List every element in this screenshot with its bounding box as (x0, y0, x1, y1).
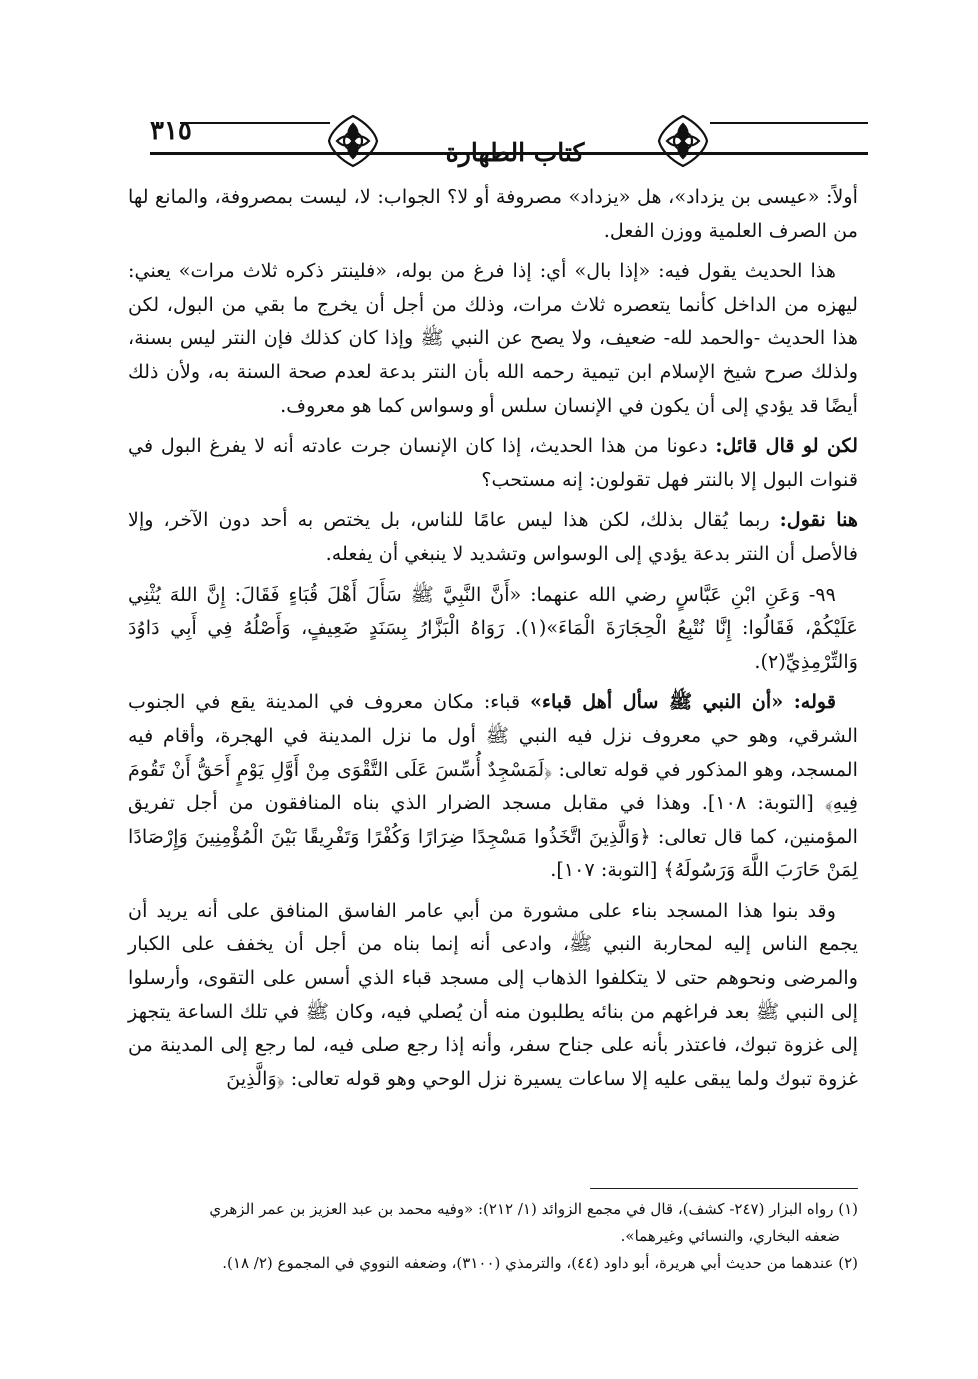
header-rule-top-right (710, 122, 868, 124)
paragraph-lead: هنا نقول: (779, 508, 858, 532)
paragraph: وقد بنوا هذا المسجد بناء على مشورة من أبي عامر الفاسق المنافق على أنه يريد أن يجمع الناس إليه لمحاربة النبي ﷺ، وادعى أنه إنما بناه من أجل أن يخفف على الكبار والمرضى ونحوهم حتى لا يتكلفوا الذهاب إلى مسجد قباء الذي أسس على التقوى، وأرسلوا إلى النبي ﷺ بعد فراغهم من بنائه يطلبون منه أن يُصلي فيه، وكان ﷺ في تلك الساعة يتجهز إلى غزوة تبوك، فاعتذر بأنه على جناح سفر، وأنه إذا رجع صلى فيه، لما رجع إلى المدينة من غزوة تبوك ولما يبقى عليه إلا ساعات يسيرة نزل الوحي وهو قوله تعالى: ﴿وَالَّذِينَ (128, 898, 858, 1090)
paragraph (128, 503, 858, 570)
book-title: كتاب الطهارة (445, 138, 585, 167)
paragraph: أولاً: «عيسى بن يزداد»، هل «يزداد» مصروفة أو لا؟ الجواب: لا، ليست بمصروفة، والمانع لها من الصرف العلمية ووزن الفعل. (128, 185, 858, 242)
paragraph: هذا الحديث يقول فيه: «إذا بال» أي: إذا فرغ من بوله، «فلينتر ذكره ثلاث مرات» يعني: ليهزه من الداخل كأنما يتعصره ثلاث مرات، وذلك من أجل أن يخرج ما بقي من البول، لكن هذا الحديث -والحمد لله- ضعيف، ولا يصح عن النبي ﷺ وإذا كان كذلك فإن النتر ليس بسنة، ولذلك صرح شيخ الإسلام ابن تيمية رحمه الله بأن النتر بدعة لعدم صحة السنة به، ولأن ذلك أيضًا قد يؤدي إلى أن يكون في الإنسان سلس أو وسواس كما هو معروف. (128, 259, 858, 417)
page-number: ٣١٥ (150, 116, 192, 146)
paragraph-text: ربما يُقال بذلك، لكن هذا ليس عامًا للناس، بل يختص به أحد دون الآخر، وإلا فالأصل أن النتر بدعة يؤدي إلى الوسواس وتشديد لا ينبغي أن يفعله. (128, 508, 858, 565)
page-body (128, 180, 858, 1102)
paragraph-lead: لكن لو قال قائل: (715, 434, 858, 458)
paragraph (128, 685, 858, 887)
hadith-text: ٩٩- وَعَنِ ابْنِ عَبَّاسٍ رضي الله عنهما: «أَنَّ النَّبِيَّ ﷺ سَأَلَ أَهْلَ قُبَاءٍ فَقَالَ: إِنَّ اللهَ يُثْنِي عَلَيْكُمْ، فَقَالُوا: إِنَّا نُتْبِعُ الْحِجَارَةَ الْمَاءَ»(١). رَوَاهُ الْبَزَّارُ بِسَنَدٍ ضَعِيفٍ، وَأَصْلُهُ فِي أَبِي دَاوُدَ وَالتِّرْمِذِيِّ(٢). (128, 582, 858, 673)
arabesque-ornament-icon (655, 112, 711, 170)
footnote-separator (590, 1188, 858, 1189)
paragraph (128, 429, 858, 496)
footnote: (١) رواه البزار (٢٤٧- كشف)، قال في مجمع الزوائد (١/ ٢١٢): «وفيه محمد بن عبد العزيز بن عمر الزهري (209, 1200, 858, 1218)
paragraph-text: قباء: مكان معروف في المدينة يقع في الجنوب الشرقي، وهو حي معروف نزل فيه النبي ﷺ أول ما نزل المدينة في الهجرة، وأقام فيه المسجد، وهو المذكور في قوله تعالى: ﴿لَمَسْجِدٌ أُسِّسَ عَلَى التَّقْوَى مِنْ أَوَّلِ يَوْمٍ أَحَقُّ أَنْ تَقُومَ فِيهِ﴾ [التوبة: ١٠٨]. وهذا في مقابل مسجد الضرار الذي بناه المنافقون من أجل تفريق المؤمنين، كما قال تعالى: ﴿وَالَّذِينَ اتَّخَذُوا مَسْجِدًا ضِرَارًا وَكُفْرًا وَتَفْرِيقًا بَيْنَ الْمُؤْمِنِينَ وَإِرْصَادًا لِمَنْ حَارَبَ اللَّهَ وَرَسُولَهُ﴾ [التوبة: ١٠٧]. (128, 690, 858, 882)
page-header (150, 112, 868, 178)
arabesque-ornament-icon (325, 112, 381, 170)
footnote: (٢) عندهما من حديث أبي هريرة، أبو داود (٤٤)، والترمذي (٣١٠٠)، وضعفه النووي في المجموع (٢/ ١٨). (222, 1254, 858, 1272)
footnote-continuation: ضعفه البخاري، والنسائي وغيرهما». (620, 1227, 840, 1245)
paragraph-text: دعونا من هذا الحديث، إذا كان الإنسان جرت عادته أنه لا يفرغ البول في قنوات البول إلا بالنتر فهل تقولون: إنه مستحب؟ (128, 434, 858, 491)
paragraph-lead: قوله: «أن النبي ﷺ سأل أهل قباء» (530, 690, 836, 714)
header-rule-top (180, 122, 330, 124)
footnotes (128, 1196, 858, 1277)
